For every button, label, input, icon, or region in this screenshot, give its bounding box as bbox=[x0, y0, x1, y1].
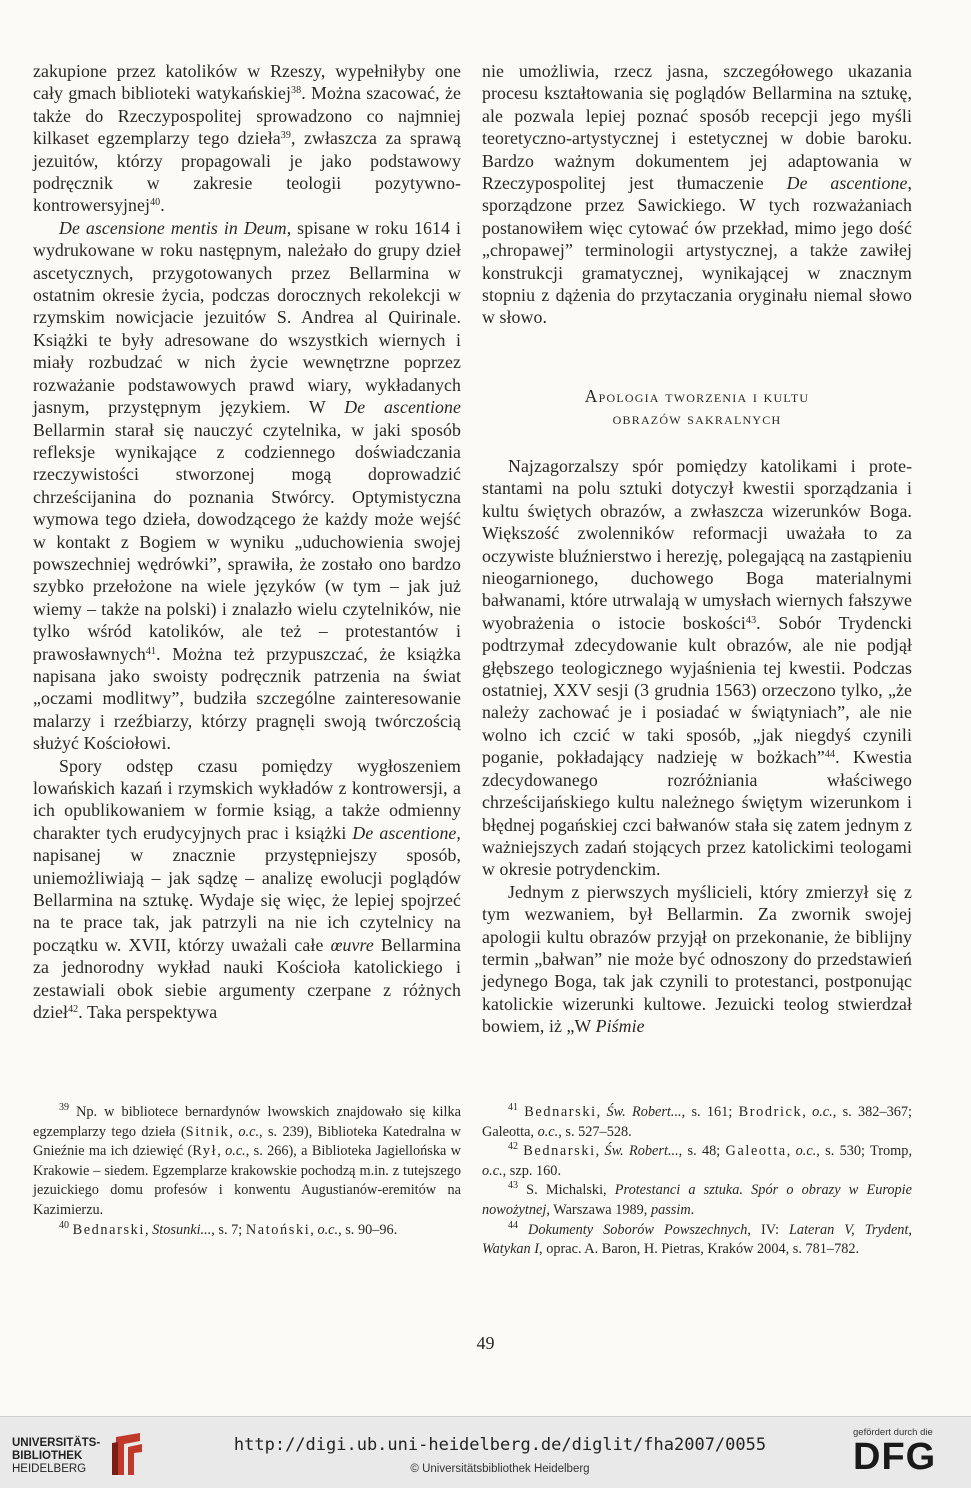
author-name: Bednarski bbox=[72, 1221, 145, 1238]
footnote-43: $^{43}$ S. Michalski, Protestanci a sztuka. Spór o obrazy w Europie nowożytnej, Warszawa 1989, passim. bbox=[482, 1180, 912, 1218]
footnote-ref-39[interactable]: 39 bbox=[280, 130, 291, 142]
footnote-40: $^{40}$ Bednarski, Stosunki..., s. 7; Natoński, o.c., s. 90–96. bbox=[59, 1219, 398, 1238]
footnote-42: $^{42}$ Bednarski, Św. Robert..., s. 48; Galeotta, o.c., s. 530; Tromp, o.c., szp. 160. bbox=[482, 1141, 913, 1179]
footnotes-right bbox=[482, 1103, 912, 1260]
section-heading bbox=[482, 385, 912, 429]
book-title: De ascentione, bbox=[352, 822, 461, 843]
section-heading-line-2: obrazów sakralnych bbox=[612, 408, 782, 428]
page-number: 49 bbox=[476, 1333, 495, 1353]
book-title: De ascensione mentis in Deum bbox=[59, 217, 287, 238]
book-title: De ascentione bbox=[786, 173, 908, 194]
left-column bbox=[33, 60, 461, 1023]
italic-term: œuvre bbox=[330, 934, 374, 955]
dfg-logo-icon: DFG bbox=[853, 1436, 937, 1478]
right-column-bottom bbox=[482, 455, 912, 1038]
right-paragraph-3: Jednym z pierwszych myślicieli, który zmierzył się z tym wezwaniem, był Bellarmin. Za zwornik swojej apologii kultu obrazów przyjął on przekonanie, że biblijny termin „bałwan” nie może być odnoszony do przedstawień jedynego Boga, tak jak czynili to protestanci, postponując katolickie wizerunki kultowe. Jezuicki teolog stwierdzał bowiem, iż „W Piśmie bbox=[482, 881, 912, 1037]
copyright-notice: © Universitätsbibliothek Heidelberg bbox=[410, 1463, 590, 1475]
author-name: Natoński bbox=[245, 1221, 311, 1238]
footnote-ref-38[interactable]: 38 bbox=[291, 85, 302, 97]
footnote-44: $^{44}$ Dokumenty Soborów Powszechnych, IV: Lateran V, Trydent, Watykan I, oprac. A. Baron, H. Pietras, Kraków 2004, s. 781–782. bbox=[482, 1219, 912, 1258]
left-paragraph-2: De ascensione mentis in Deum, spisane w roku 1614 i wydrukowane w roku następnym, należało do grupy dzieł ascetycznych, przygotowanych przez Bellarmina w ostatnim okresie życia, podczas dorocznych rekolekcji w rzymskim nowicjacie jezuitów S. Andrea al Quirinale. Książki te były adresowane do wszystkich wiernych i miały rozbudzać w nich życie wewnętrzne poprzez rozważanie podstawowych prawd wiary, wykładanych jasnym, przystępnym językiem. W De ascentione Bellarmin starał się nauczyć czytelnika, w jaki sposób refleksje wynikające z codziennego doświadczania rzeczywistości stworzonej mogą doprowadzić chrześcijanina do poznania Stwórcy. Optymistyczna wymowa tego dzieła, dowodzącego że każdy może wejść w kontakt z Bogiem w wyniku „uduchowienia swojej powszechniej wędrówki”, sprawiła, że zostało ono bardzo szybko przełożone na wiele języków (w tym – jak już wiemy – także na polski) i znalazło wielu czytelników, nie tylko wśród katolików, ale też – protestantów i prawosławnych$^{41}$. Można też przypuszczać, że książka napisana jako swoisty podręcznik patrzenia na świat „oczami modlitwy”, budziła szczególne zainteresowanie malarzy i rzeźbiarzy, którzy pragnęli swoją twórczością służyć Kościołowi. bbox=[33, 217, 461, 754]
author-name: Bednarski bbox=[524, 1104, 597, 1120]
funded-by-label: gefördert durch die bbox=[853, 1427, 933, 1438]
right-paragraph-2: Najzagorzalszy spór pomiędzy katolikami i protestantami na polu sztuki dotyczył kwestii sporządzania i kultu świętych obrazów, a zwłaszcza wizerunków Boga. Większość zwolenników reformacji uważała to za oczywiste bluźnierstwo i herezję, polegającą na zastąpieniu nieogarnionego, duchowego Boga materialnymi bałwanami, które utrwalają w umysłach wiernych fałszywe wyobrażenia o istocie boskości$^{43}$. Sobór Trydencki podtrzymał zdecydowanie kult obrazów, ale nie podjął głębszego teologicznego wyjaśnienia tej kwestii. Podczas ostatniej, XXV sesji (3 grudnia 1563) orzeczono tylko, „że należy zachować je i posiadać w świątyniach”, ale nie wolno ich czcić w taki sposób, „jak niegdyś czynili poganie, pokładający nadzieję w bożkach”$^{44}$. Kwestia zdecydowanego rozróżniania właściwego chrześcijańskiego kultu należnego świętym wizerunkom i błędnej pogańskiej czci bałwanów stała się zatem jednym z ważniejszych zadań stojących przez katolickimi teologami w okresie potrydenckim. bbox=[482, 456, 912, 880]
footnote-41: $^{41}$ Bednarski, Św. Robert..., s. 161; Brodrick, o.c., s. 382–367; Galeotta, o.c., s. 527–528. bbox=[482, 1102, 913, 1140]
left-paragraph-3: Spory odstęp czasu pomiędzy wygłoszeniem lowańskich kazań i rzymskich wykładów z kontrowersji, a ich opublikowaniem w formie ksiąg, a także odmienny charakter tych erudycyjnych prac i książki De ascentione, napisanej w znacznie przystępniejszy sposób, uniemożliwiają – jak sądzę – analizę ewolucji poglądów Bellarmina na sztukę. Wydaje się więc, że lepiej spojrzeć na te prace tak, jak patrzyli na nie ich czytelnicy na początku w. XVII, którzy uważali całe œuvre Bellarmina za jednorodny wykład nauki Kościoła katolickiego i zestawiali obok siebie argumenty czerpane z różnych dzieł$^{42}$. Taka perspektywa bbox=[33, 755, 462, 1023]
library-emblem-icon bbox=[110, 1431, 146, 1477]
footnote-ref-40[interactable]: 40 bbox=[150, 197, 161, 209]
author-name: Rył bbox=[192, 1143, 218, 1160]
right-paragraph-1: nie umożliwia, rzecz jasna, szczegółowego ukazania procesu kształtowania się poglądów Bellarmina na sztukę, ale pozwala lepiej poznać sposób recepcji jego myśli teoretyczno-artystycznej i estetycznej w dobie baroku. Bardzo ważnym dokumentem jej adaptowania w Rzeczypospolitej jest tłumaczenie De ascentione, sporządzone przez Sawickiego. W tych rozważaniach postanowiłem więc cytować ów przekład, mimo jego dość „chropawej” terminologii artystycznej, a także zawiłej konstrukcji gramatycznej, wynikającej w znacznym stopniu z dążenia do przytaczania oryginału niemal słowo w słowo. bbox=[482, 61, 912, 328]
footnote-39: $^{39}$ Np. w bibliotece bernardynów lwowskich znajdowało się kilka egzemplarzy tego dzieła (Sitnik, o.c., s. 239), Biblioteka Katedralna w Gnieźnie ma ich dziewięć (Rył, o.c., s. 266), a Biblioteka Jagiellońska w Krakowie – siedem. Egzemplarze krakowskie pochodzą m.in. z tutejszego jezuickiego domu profesów i konwentu Augustianów-eremitów na Kazimierzu. bbox=[33, 1102, 461, 1218]
book-title: De ascentione bbox=[344, 397, 461, 418]
digitization-footer bbox=[0, 1416, 971, 1488]
author-name: Sitnik bbox=[185, 1123, 230, 1140]
author-name: Brodrick bbox=[738, 1104, 803, 1120]
footnote-ref-44[interactable]: 44 bbox=[824, 749, 836, 761]
author-name: Bednarski bbox=[523, 1143, 596, 1160]
right-column-top bbox=[482, 60, 912, 329]
footnotes-left bbox=[33, 1103, 461, 1240]
left-paragraph-1: zakupione przez katolików w Rzeszy, wypełniłyby one cały gmach biblioteki watykańskiej$^{38}$. Można szacować, że także do Rzeczypospolitej sprowadzono co najmniej kilkaset egzemplarzy tego dzieła$^{39}$, zwłaszcza za sprawą jezuitów, którzy propagowali je jako podstawowy podręcznik w zakresie teologii pozytywno-kontrowersyjnej$^{40}$. bbox=[33, 61, 462, 216]
footnote-ref-43[interactable]: 43 bbox=[745, 614, 757, 626]
permalink-url[interactable]: http://digi.ub.uni-heidelberg.de/diglit/fha2007/0055 bbox=[233, 1435, 767, 1455]
dfg-funding-logo[interactable] bbox=[853, 1427, 957, 1476]
section-heading-line-1: Apologia tworzenia i kultu bbox=[584, 386, 810, 406]
library-name: UNIVERSITÄTS- BIBLIOTHEK HEIDELBERG bbox=[12, 1437, 101, 1475]
footnote-ref-42[interactable]: 42 bbox=[68, 1004, 79, 1016]
italic-term: Piśmie bbox=[595, 1016, 645, 1037]
footnote-ref-41[interactable]: 41 bbox=[145, 645, 157, 657]
author-name: Galeotta bbox=[725, 1143, 787, 1160]
